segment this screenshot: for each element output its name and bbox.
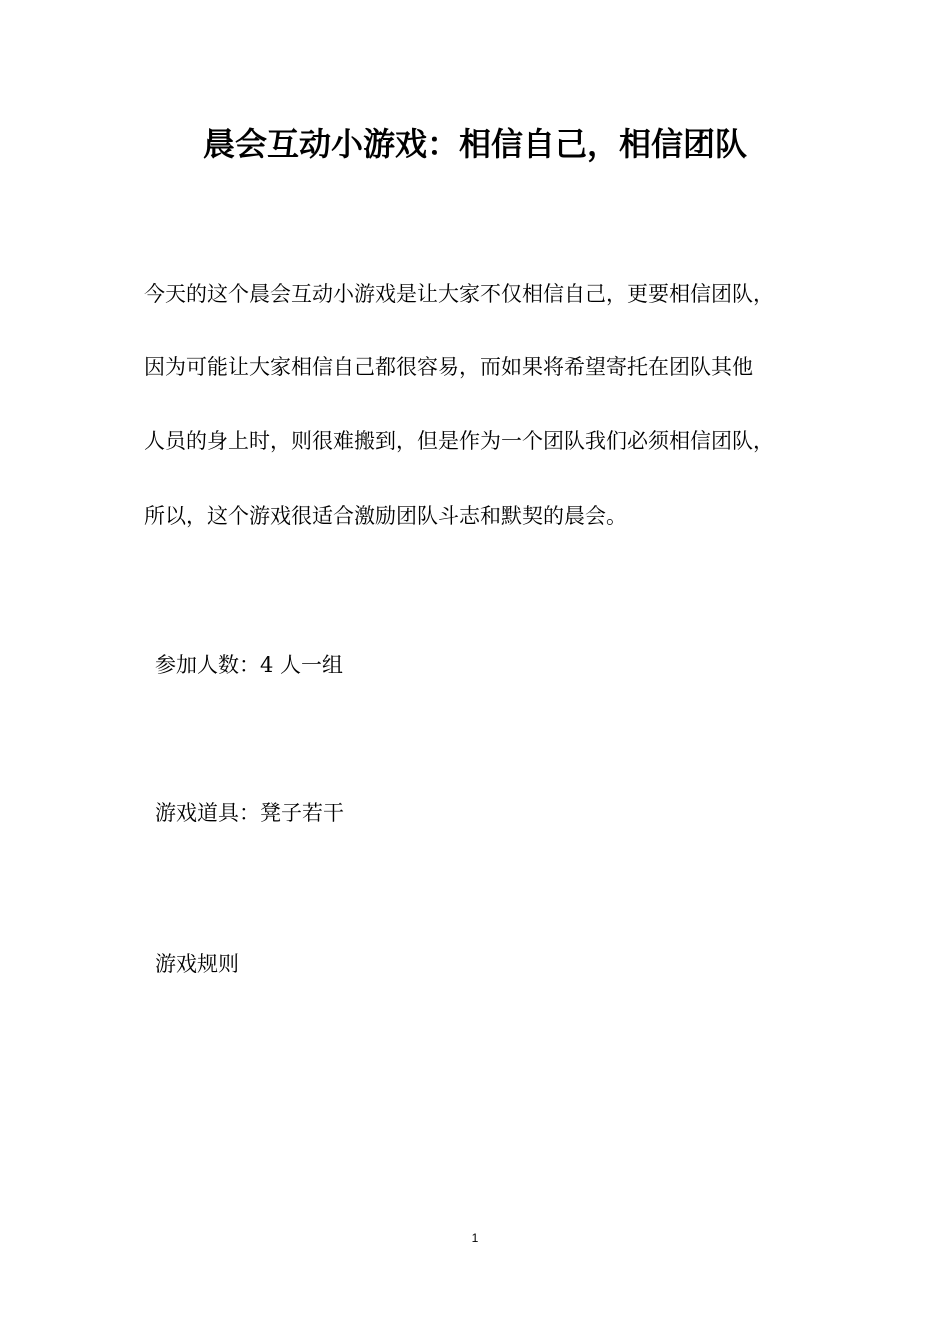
page-number: 1 (471, 1231, 479, 1245)
intro-line: 所以，这个游戏很适合激励团队斗志和默契的晨会。 (144, 504, 627, 528)
intro-line: 因为可能让大家相信自己都很容易，而如果将希望寄托在团队其他 (144, 355, 753, 379)
intro-line: 今天的这个晨会互动小游戏是让大家不仅相信自己，更要相信团队， (144, 282, 774, 306)
intro-line: 人员的身上时，则很难搬到，但是作为一个团队我们必须相信团队， (144, 429, 774, 453)
participants-line: 参加人数：4 人一组 (155, 653, 344, 677)
rules-heading: 游戏规则 (155, 952, 239, 976)
props-line: 游戏道具：凳子若干 (155, 801, 344, 825)
document-title: 晨会互动小游戏：相信自己，相信团队 (202, 125, 747, 163)
